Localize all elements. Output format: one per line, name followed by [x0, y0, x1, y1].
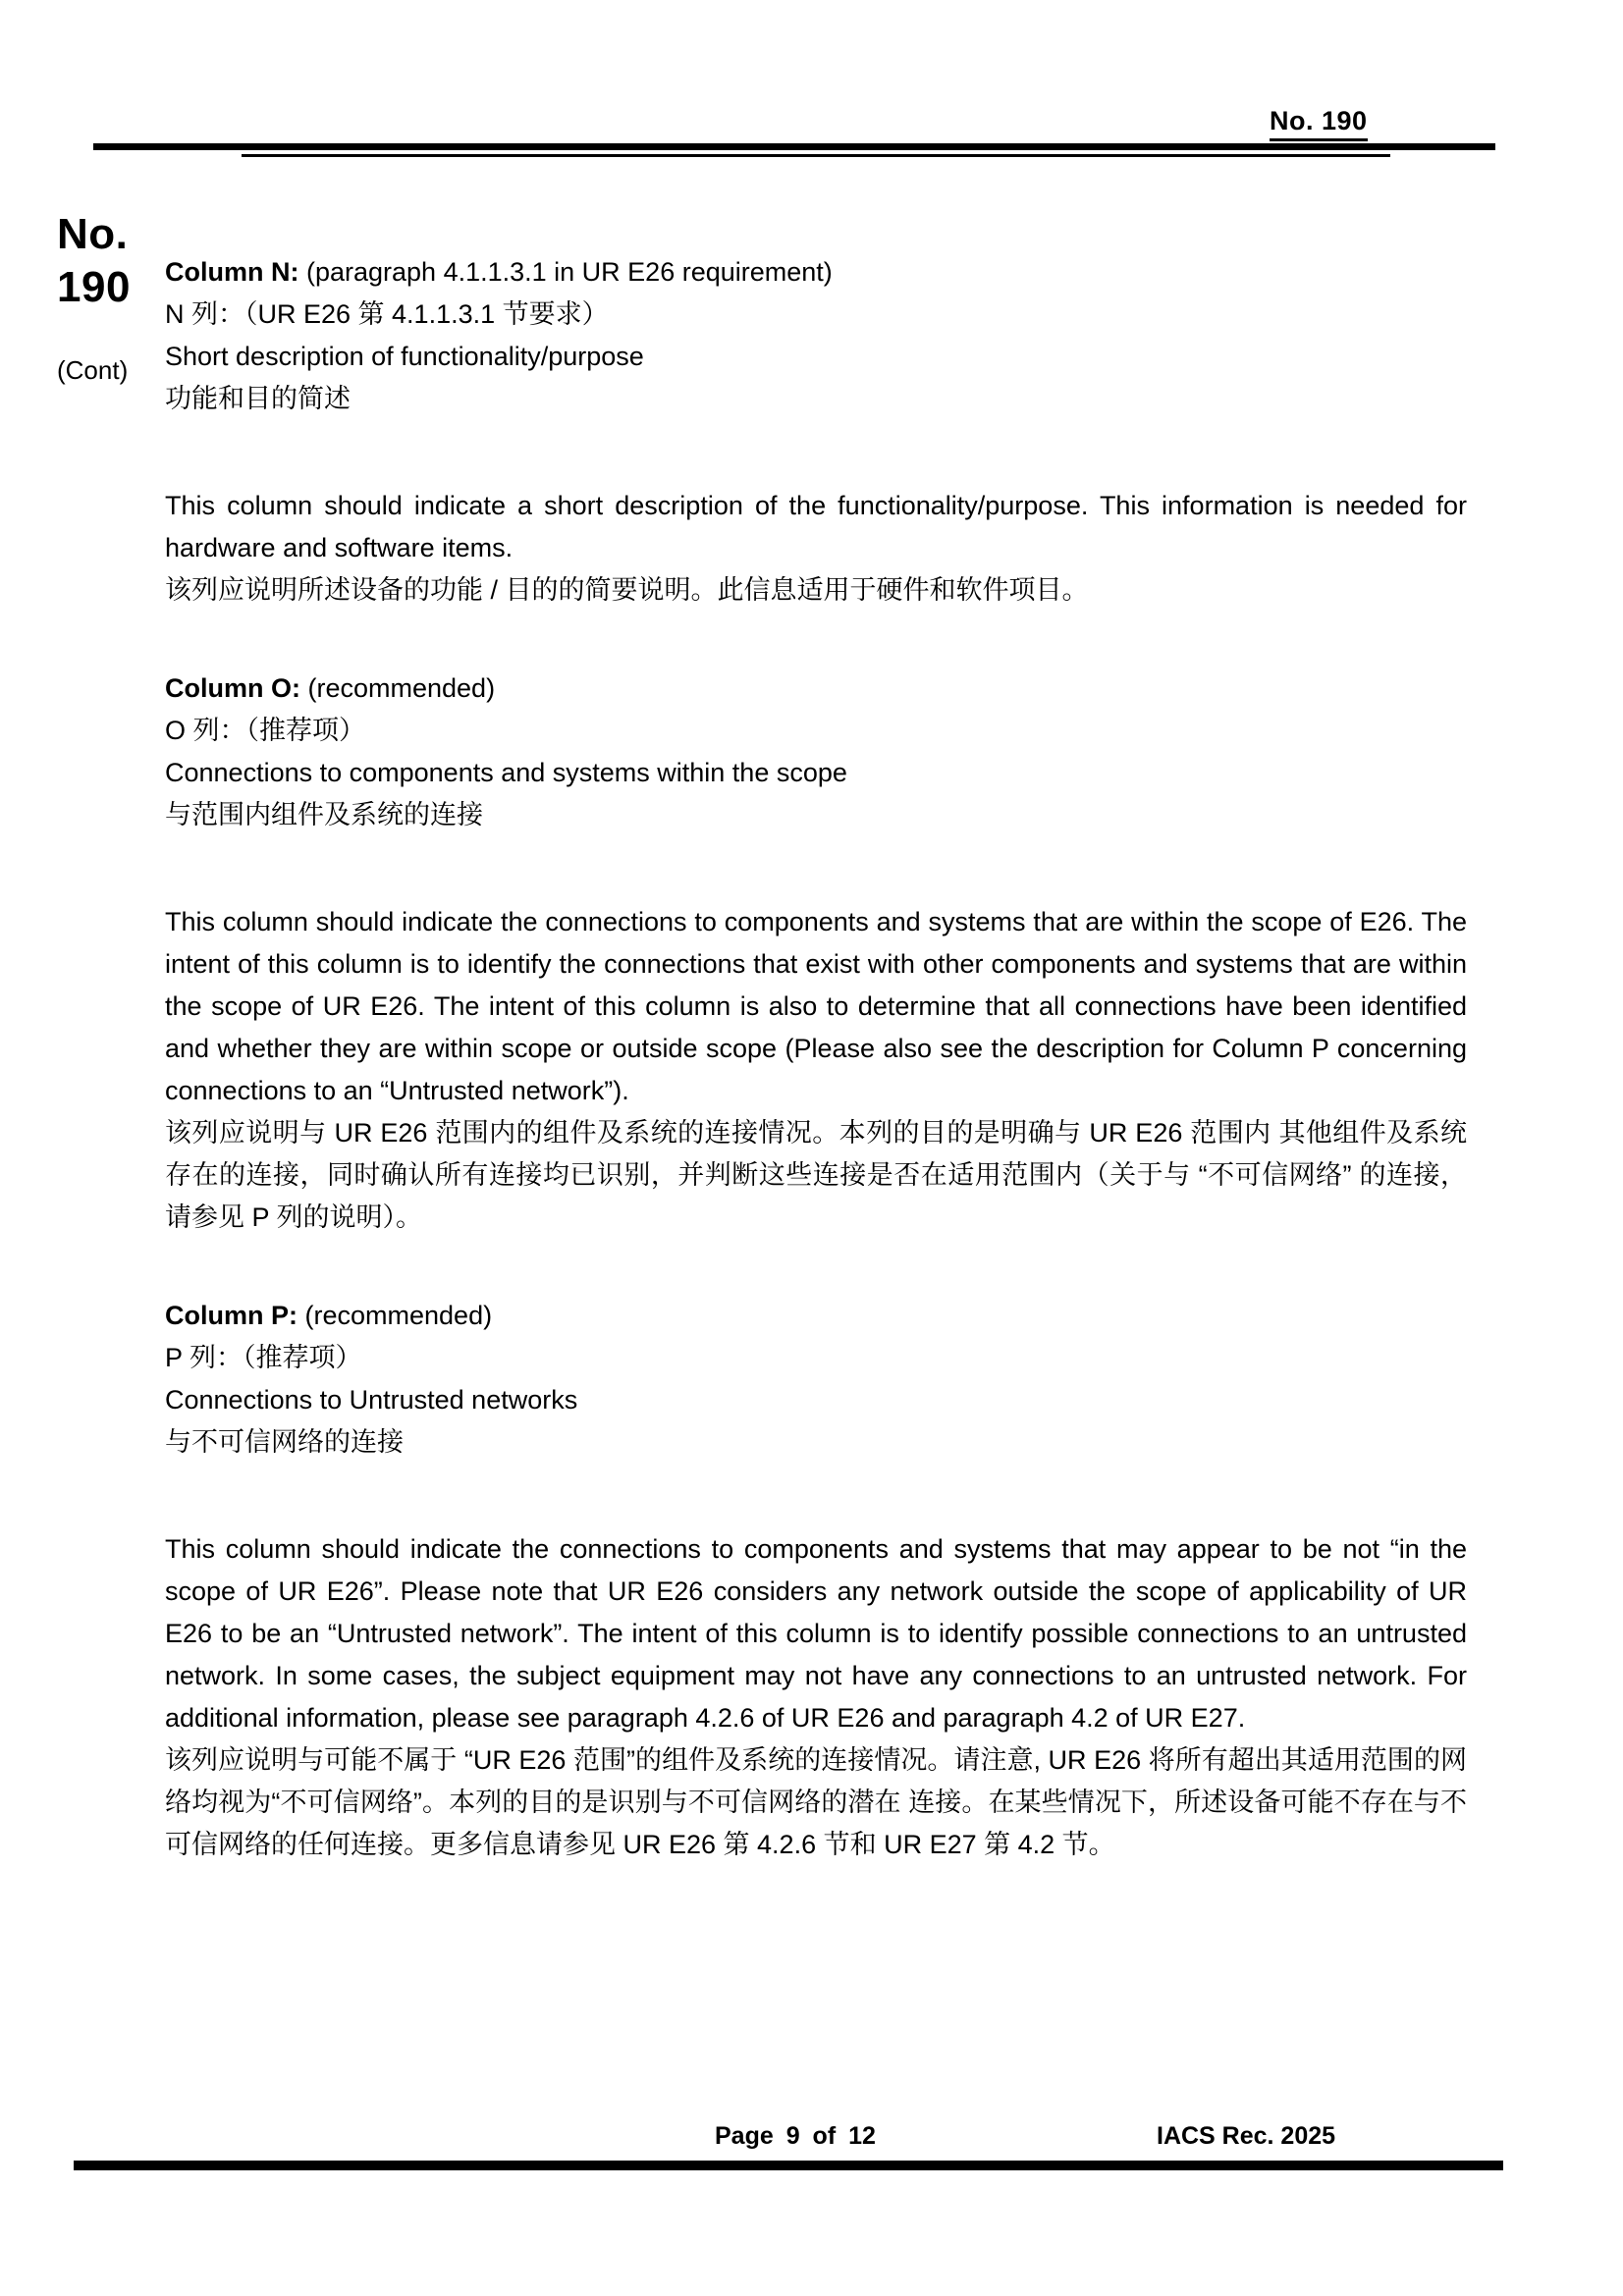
- section-column-p: [165, 1295, 1467, 1866]
- section-title-en: Connections to Untrusted networks: [165, 1385, 578, 1415]
- section-heading: [165, 667, 1467, 710]
- section-body-en: This column should indicate a short description of the functionality/purpose. This information is needed for hardware and software items.: [165, 491, 1467, 562]
- section-body-zh: 该列应说明与 UR E26 范围内的组件及系统的连接情况。本列的目的是明确与 UR E26 范围内 其他组件及系统存在的连接，同时确认所有连接均已识别，并判断这些连接是否在适用范围内（关于与 “不可信网络” 的连接，请参见 P 列的说明）。: [165, 1118, 1467, 1232]
- footer-doc-reference: IACS Rec. 2025: [1157, 2122, 1336, 2150]
- section-heading-detail: (paragraph 4.1.1.3.1 in UR E26 requirement): [298, 257, 833, 287]
- header-rule-thick: [93, 143, 1495, 150]
- section-title-zh: 与不可信网络的连接: [165, 1427, 404, 1457]
- section-heading-zh: O 列：（推荐项）: [165, 716, 366, 745]
- section-heading-label: Column O:: [165, 673, 300, 703]
- section-title-zh: 功能和目的简述: [165, 384, 351, 413]
- margin-label-no: No.: [57, 210, 129, 258]
- footer-rule: [74, 2161, 1503, 2170]
- section-title-zh: 与范围内组件及系统的连接: [165, 800, 483, 829]
- section-title-en: Connections to components and systems within the scope: [165, 758, 847, 787]
- section-body-zh: 该列应说明与可能不属于 “UR E26 范围”的组件及系统的连接情况。请注意, UR E26 将所有超出其适用范围的网络均视为“不可信网络”。本列的目的是识别与不可信网络的潜在 连接。在某些情况下，所述设备可能不存在与不可信网络的任何连接。更多信息请参见 UR E26 第 4.2.6 节和 UR E27 第 4.2 节。: [165, 1745, 1467, 1859]
- section-heading-label: Column N:: [165, 257, 299, 287]
- margin-label-number: 190: [57, 263, 131, 311]
- section-heading: [165, 251, 1467, 294]
- section-heading: [165, 1295, 1467, 1337]
- section-heading-zh: P 列：（推荐项）: [165, 1343, 362, 1372]
- header-doc-number: No. 190: [1270, 106, 1368, 141]
- section-title-en: Short description of functionality/purpose: [165, 342, 644, 371]
- section-heading-detail: (recommended): [299, 673, 496, 703]
- header-rule-thin: [242, 154, 1390, 157]
- section-heading-zh: N 列：（UR E26 第 4.1.1.3.1 节要求）: [165, 299, 609, 329]
- section-body-zh: 该列应说明所述设备的功能 / 目的的简要说明。此信息适用于硬件和软件项目。: [165, 575, 1089, 605]
- section-body-en: This column should indicate the connections to components and systems that may appear to be not “in the scope of UR E26”. Please note that UR E26 considers any network outside the scope of applicability of UR E26 to be an “Untrusted network”. The intent of this column is to identify possible connections to an untrusted network. In some cases, the subject equipment may not have any connections to an untrusted network. For additional information, please see paragraph 4.2.6 of UR E26 and paragraph 4.2 of UR E27.: [165, 1534, 1467, 1733]
- footer-page-number: Page 9 of 12: [715, 2122, 876, 2150]
- main-content: [165, 251, 1467, 1922]
- section-body-en: This column should indicate the connections to components and systems that are within the scope of E26. The intent of this column is to identify the connections that exist with other components and systems that are within the scope of UR E26. The intent of this column is also to determine that all connections have been identified and whether they are within scope or outside scope (Please also see the description for Column P concerning connections to an “Untrusted network”).: [165, 907, 1467, 1105]
- section-heading-detail: (recommended): [298, 1301, 493, 1330]
- section-column-o: [165, 667, 1467, 1239]
- margin-label: [57, 208, 175, 385]
- section-column-n: [165, 251, 1467, 612]
- margin-label-cont: (Cont): [57, 355, 129, 385]
- section-heading-label: Column P:: [165, 1301, 298, 1330]
